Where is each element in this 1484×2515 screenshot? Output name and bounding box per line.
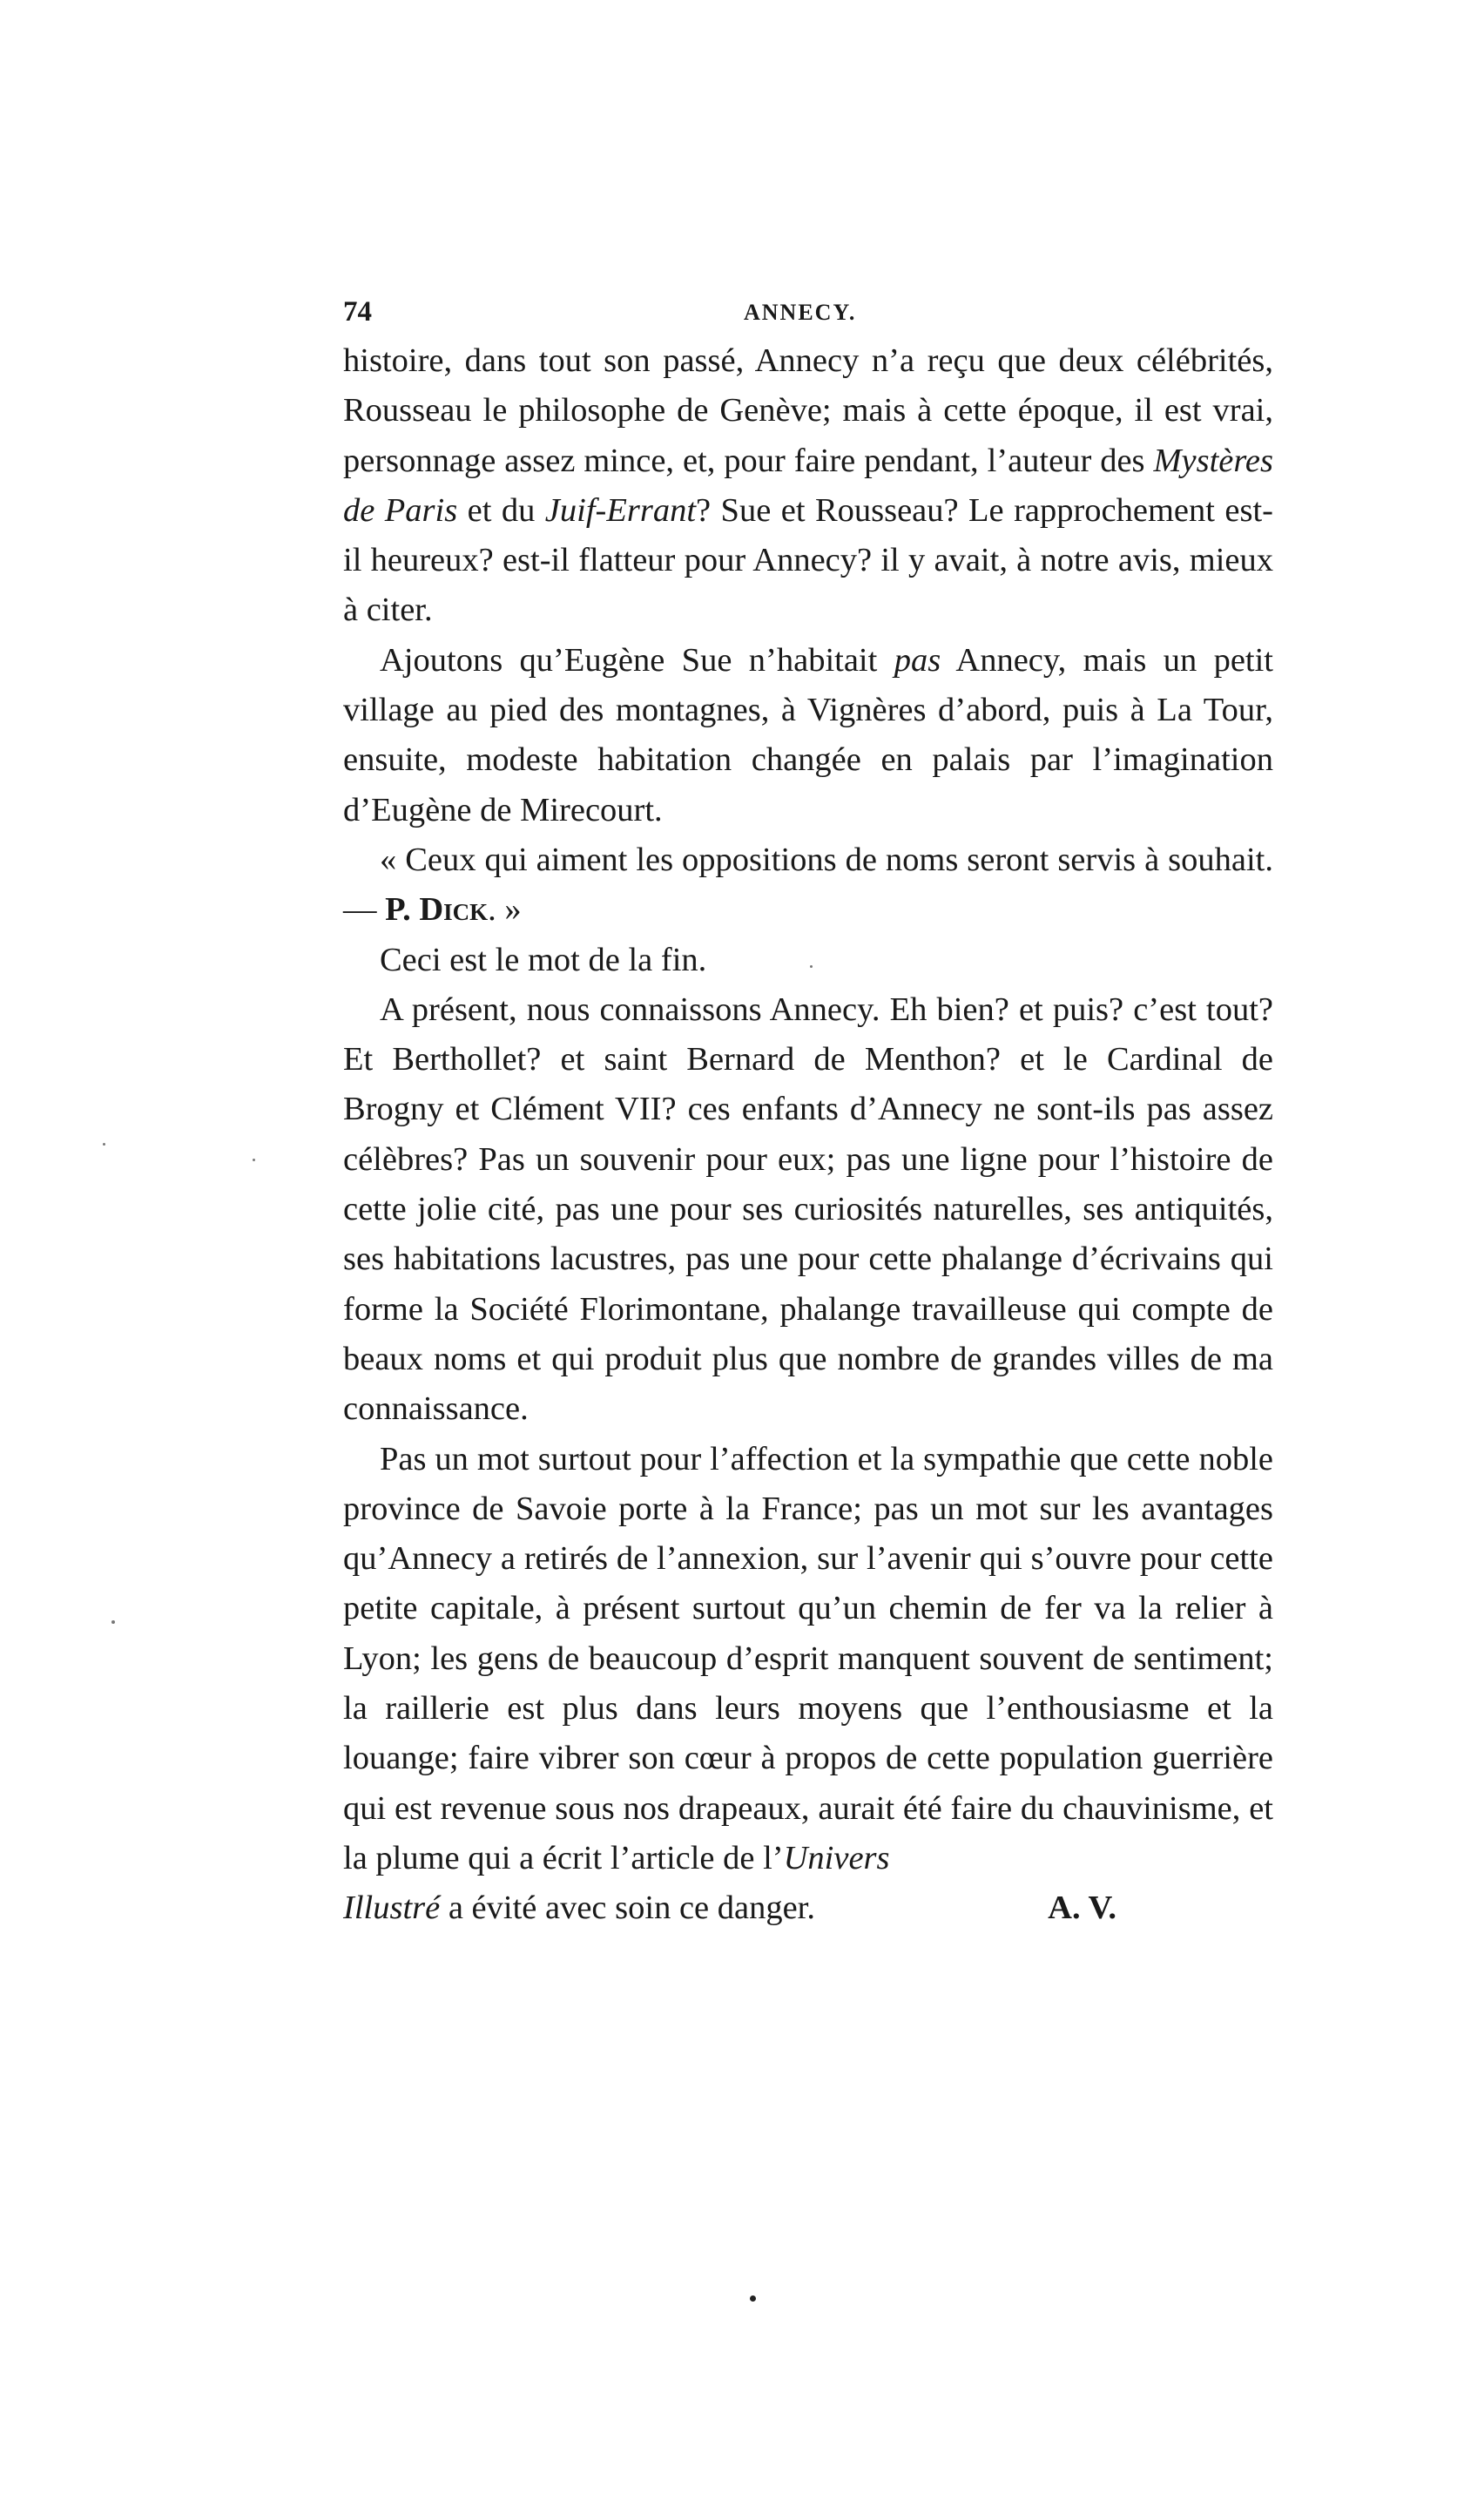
- paragraph-1-mid: et du: [457, 491, 545, 529]
- speck: [111, 1620, 115, 1624]
- paragraph-2-tail: Annecy, mais un petit village au pied des montagnes, à Vignères d’abord, puis à La Tour, ensuite, modeste habitation changée en palais par l’imagination d’Eugène de Mirecourt.: [343, 641, 1273, 828]
- speck: [810, 965, 813, 968]
- paragraph-4: Ceci est le mot de la fin.: [380, 941, 707, 978]
- page-number: 74: [343, 296, 372, 328]
- paragraph-2: [343, 636, 1273, 835]
- paragraph-1-text: histoire, dans tout son passé, Annecy n’a reçu que deux célébrités, Rousseau le philosophe de Genève; mais à cette époque, il est vrai, personnage assez mince, et, pour faire pendant, l’auteur des: [343, 342, 1273, 479]
- title-illustre: Illustré: [343, 1890, 441, 1927]
- paragraph-1: [343, 336, 1273, 636]
- quote-text: « Ceux qui aiment les oppositions de noms seront servis à souhait. —: [343, 841, 1273, 929]
- running-head: [343, 287, 1273, 336]
- paragraph-5: A présent, nous connaissons Annecy. Eh bien? et puis? c’est tout? Et Berthollet? et saint Bernard de Menthon? et le Cardinal de Brogny et Clément VII? ces enfants d’Annecy ne sont-ils pas assez célèbres? Pas un souvenir pour eux; pas une ligne pour l’histoire de cette jolie cité, pas une pour ses curiosités naturelles, ses antiquités, ses habitations lacustres, pas une pour cette phalange d’écrivains qui forme la Société Florimontane, phalange travailleuse qui compte de beaux noms et qui produit plus que nombre de grandes villes de ma connaissance.: [343, 990, 1273, 1428]
- body-text: [343, 336, 1273, 1934]
- speck: [103, 1143, 105, 1146]
- paragraph-2-italic: pas: [894, 641, 941, 679]
- closing-text: [343, 1883, 815, 1933]
- paragraph-1-tail: ? Sue et Rousseau? Le rapprochement est-il heureux? est-il flatteur pour Annecy? il y avait, à notre avis, mieux à citer.: [343, 491, 1273, 629]
- ink-dot: [750, 2295, 756, 2302]
- quote-end: . »: [488, 891, 522, 929]
- paragraph-2-lead: Ajoutons qu’Eugène Sue n’habitait: [380, 641, 894, 679]
- running-title: ANNECY.: [744, 300, 857, 325]
- title-univers: Univers: [783, 1839, 890, 1876]
- title-juif-errant: Juif-Errant: [544, 491, 697, 529]
- paragraph-6-tail: a évité avec soin ce danger.: [440, 1890, 815, 1927]
- speck: [253, 1159, 255, 1161]
- closing-line: [343, 1883, 1273, 1933]
- title-mysteres: Mystères de Paris: [343, 442, 1273, 529]
- signature: A. V.: [1048, 1890, 1116, 1927]
- page: [343, 287, 1273, 1934]
- paragraph-3-quote: [343, 835, 1273, 936]
- paragraph-6: [343, 1435, 1273, 1884]
- quote-author: P. Dick: [385, 891, 489, 929]
- paragraph-6-lead: Pas un mot surtout pour l’affection et la sympathie que cette noble province de Savoie porte à la France; pas un mot sur les avantages qu’Annecy a retirés de l’annexion, sur l’avenir qui s’ouvre pour cette petite capitale, à présent surtout qu’un chemin de fer va la relier à Lyon; les gens de beaucoup d’esprit manquent souvent de sentiment; la raillerie est plus dans leurs moyens que l’enthousiasme et la louange; faire vibrer son cœur à propos de cette population guerrière qui est revenue sous nos drapeaux, aurait été faire du chauvinisme, et la plume qui a écrit l’article de l’: [343, 1440, 1273, 1876]
